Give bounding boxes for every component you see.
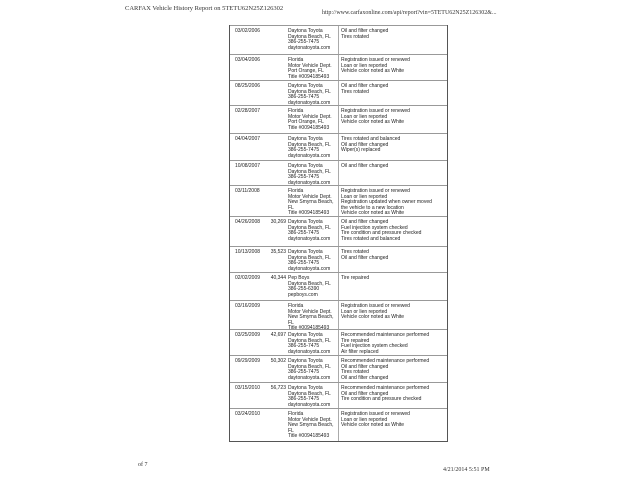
table-row xyxy=(230,105,447,134)
comment-line: Oil and filter changed xyxy=(341,390,389,397)
record-odometer: 42,697 xyxy=(270,332,286,338)
table-row xyxy=(230,80,447,106)
record-date: 03/15/2010 xyxy=(235,385,261,391)
record-date: 03/16/2009 xyxy=(235,303,261,309)
source-line: Daytona Beach, FL xyxy=(288,363,331,370)
source-line: pepboys.com xyxy=(288,291,318,298)
comment-line: Oil and filter changed xyxy=(341,163,389,169)
record-comments xyxy=(341,58,445,75)
comment-line: Fuel injection system checked xyxy=(341,343,408,350)
comment-line: Registration updated when owner moved xyxy=(341,199,432,206)
record-date: 10/08/2007 xyxy=(235,163,261,169)
record-odometer: 30,269 xyxy=(270,219,286,225)
comment-line: Registration issued or renewed xyxy=(341,303,410,309)
record-source xyxy=(288,359,338,381)
table-row xyxy=(230,382,447,409)
source-line: 386-255-7475 xyxy=(288,396,320,403)
table-row xyxy=(230,160,447,186)
source-line: Motor Vehicle Dept. xyxy=(288,193,332,200)
record-source xyxy=(288,137,338,159)
source-line: Title #0094185493 xyxy=(288,73,330,80)
comment-line: Oil and filter changed xyxy=(341,83,389,89)
source-line: Motor Vehicle Dept. xyxy=(288,416,332,423)
page-number: of 7 xyxy=(138,462,148,468)
source-line: Florida xyxy=(288,57,304,63)
record-date: 03/04/2006 xyxy=(235,57,261,63)
source-line: Daytona Toyota xyxy=(288,332,323,338)
comment-line: Tire condition and pressure checked xyxy=(341,396,422,403)
record-source xyxy=(288,164,338,186)
table-row xyxy=(230,185,447,217)
source-line: Pep Boys xyxy=(288,275,310,281)
record-comments xyxy=(341,250,445,261)
record-date: 03/24/2010 xyxy=(235,411,261,417)
record-date: 09/29/2009 xyxy=(235,358,261,364)
table-row xyxy=(230,329,447,356)
comment-line: Loan or lien reported xyxy=(341,308,388,315)
record-source xyxy=(288,386,338,408)
comment-line: Oil and filter changed xyxy=(341,254,389,261)
source-line: 386-255-7475 xyxy=(288,94,320,101)
source-line: Daytona Beach, FL xyxy=(288,141,331,148)
source-line: Daytona Beach, FL xyxy=(288,280,331,287)
record-date: 02/28/2007 xyxy=(235,108,261,114)
record-comments xyxy=(341,84,445,95)
comment-line: Oil and filter changed xyxy=(341,219,389,225)
comment-line: Loan or lien reported xyxy=(341,62,388,69)
source-line: Daytona Toyota xyxy=(288,219,323,225)
source-line: Daytona Beach, FL xyxy=(288,88,331,95)
source-line: daytonatoyota.com xyxy=(288,265,331,272)
table-row xyxy=(230,216,447,247)
comment-line: Loan or lien reported xyxy=(341,416,388,423)
source-line: 386-255-7475 xyxy=(288,230,320,237)
record-source xyxy=(288,109,338,131)
record-date: 04/04/2007 xyxy=(235,136,261,142)
source-line: FL xyxy=(288,427,294,434)
source-line: daytonatoyota.com xyxy=(288,44,331,51)
record-date: 02/02/2009 xyxy=(235,275,261,281)
record-comments xyxy=(341,164,445,170)
record-source xyxy=(288,304,338,332)
comment-line: Wiper(s) replaced xyxy=(341,147,381,154)
comment-line: Tires rotated xyxy=(341,369,369,376)
record-source xyxy=(288,189,338,217)
table-row xyxy=(230,300,447,330)
comment-line: Vehicle color noted as White xyxy=(341,422,405,429)
record-source xyxy=(288,333,338,355)
source-line: daytonatoyota.com xyxy=(288,401,331,408)
source-line: 386-255-6390 xyxy=(288,286,320,293)
comment-line: Air filter replaced xyxy=(341,348,379,355)
record-comments xyxy=(341,304,445,321)
comment-line: the vehicle to a new location xyxy=(341,204,404,211)
record-date: 03/25/2009 xyxy=(235,332,261,338)
record-source xyxy=(288,84,338,106)
comment-line: Tire repaired xyxy=(341,275,370,281)
record-comments xyxy=(341,386,445,403)
source-line: 386-255-7475 xyxy=(288,174,320,181)
record-comments xyxy=(341,29,445,40)
source-line: Daytona Toyota xyxy=(288,249,323,255)
comment-line: Tire repaired xyxy=(341,337,370,344)
comment-line: Oil and filter changed xyxy=(341,141,389,148)
record-comments xyxy=(341,359,445,381)
table-row xyxy=(230,25,447,55)
print-timestamp: 4/21/2014 5:51 PM xyxy=(443,467,490,473)
source-line: Motor Vehicle Dept. xyxy=(288,113,332,120)
comment-line: Recommended maintenance performed xyxy=(341,358,430,364)
comment-line: Oil and filter changed xyxy=(341,363,389,370)
source-line: Daytona Beach, FL xyxy=(288,254,331,261)
record-comments xyxy=(341,333,445,355)
source-line: Daytona Beach, FL xyxy=(288,224,331,231)
table-row xyxy=(230,54,447,81)
source-line: 386-255-7475 xyxy=(288,260,320,267)
table-row xyxy=(230,246,447,273)
source-line: Daytona Beach, FL xyxy=(288,337,331,344)
comment-line: Registration issued or renewed xyxy=(341,108,410,114)
source-line: Daytona Beach, FL xyxy=(288,168,331,175)
comment-line: Loan or lien reported xyxy=(341,113,388,120)
source-line: 386-255-7475 xyxy=(288,147,320,154)
comment-line: Registration issued or renewed xyxy=(341,188,410,194)
source-line: daytonatoyota.com xyxy=(288,152,331,159)
source-line: daytonatoyota.com xyxy=(288,348,331,355)
record-comments xyxy=(341,276,445,282)
record-date: 03/11/2008 xyxy=(235,188,260,194)
source-line: 386-255-7475 xyxy=(288,369,320,376)
source-line: Daytona Toyota xyxy=(288,83,323,89)
record-odometer: 56,723 xyxy=(270,385,286,391)
source-line: Port Orange, FL xyxy=(288,68,324,75)
source-line: daytonatoyota.com xyxy=(288,235,331,242)
source-line: Daytona Toyota xyxy=(288,163,323,169)
record-comments xyxy=(341,137,445,154)
source-line: Florida xyxy=(288,188,304,194)
source-line: Daytona Toyota xyxy=(288,28,323,34)
comment-line: Tires rotated xyxy=(341,249,369,255)
comment-line: Loan or lien reported xyxy=(341,193,388,200)
comment-line: Recommended maintenance performed xyxy=(341,385,430,391)
record-odometer: 50,302 xyxy=(270,358,286,364)
record-source xyxy=(288,276,338,298)
comment-line: Fuel injection system checked xyxy=(341,224,408,231)
table-row xyxy=(230,272,447,301)
source-line: New Smyrna Beach, xyxy=(288,314,334,321)
comment-line: Oil and filter changed xyxy=(341,28,389,34)
source-line: Daytona Toyota xyxy=(288,358,323,364)
source-line: daytonatoyota.com xyxy=(288,374,331,381)
source-line: Florida xyxy=(288,108,304,114)
record-date: 08/25/2006 xyxy=(235,83,261,89)
source-line: New Smyrna Beach, xyxy=(288,422,334,429)
source-line: Title #0094185493 xyxy=(288,124,330,131)
source-line: Daytona Toyota xyxy=(288,385,323,391)
source-line: FL xyxy=(288,204,294,211)
record-source xyxy=(288,220,338,242)
table-row xyxy=(230,133,447,161)
source-line: Daytona Toyota xyxy=(288,136,323,142)
source-line: Title #0094185493 xyxy=(288,433,330,440)
source-line: 386-255-7475 xyxy=(288,39,320,46)
comment-line: Tire condition and pressure checked xyxy=(341,230,422,237)
record-comments xyxy=(341,220,445,242)
record-comments xyxy=(341,412,445,429)
comment-line: Registration issued or renewed xyxy=(341,411,410,417)
source-line: FL xyxy=(288,319,294,326)
comment-line: Registration issued or renewed xyxy=(341,57,410,63)
record-source xyxy=(288,29,338,51)
source-line: Motor Vehicle Dept. xyxy=(288,308,332,315)
source-line: New Smyrna Beach, xyxy=(288,199,334,206)
source-line: Port Orange, FL xyxy=(288,119,324,126)
record-comments xyxy=(341,189,445,217)
comment-line: Vehicle color noted as White xyxy=(341,119,405,126)
comment-line: Vehicle color noted as White xyxy=(341,314,405,321)
record-comments xyxy=(341,109,445,126)
source-line: Daytona Beach, FL xyxy=(288,390,331,397)
record-source xyxy=(288,58,338,80)
comment-line: Tires rotated and balanced xyxy=(341,136,401,142)
source-line: daytonatoyota.com xyxy=(288,99,331,106)
record-date: 03/02/2006 xyxy=(235,28,261,34)
record-date: 04/26/2008 xyxy=(235,219,261,225)
record-odometer: 40,344 xyxy=(270,275,286,281)
record-odometer: 35,523 xyxy=(270,249,286,255)
source-line: 386-255-7475 xyxy=(288,343,320,350)
source-line: Motor Vehicle Dept. xyxy=(288,62,332,69)
history-table xyxy=(229,25,448,442)
record-source xyxy=(288,250,338,272)
comment-line: Tires rotated xyxy=(341,88,369,95)
comment-line: Tires rotated xyxy=(341,33,369,40)
comment-line: Vehicle color noted as White xyxy=(341,210,405,217)
source-line: Title #0094185493 xyxy=(288,325,330,332)
comment-line: Recommended maintenance performed xyxy=(341,332,430,338)
table-row xyxy=(230,355,447,383)
report-url: http://www.carfaxonline.com/api/report?vin=5TETU62N25Z126302&... xyxy=(322,10,497,16)
source-line: daytonatoyota.com xyxy=(288,179,331,186)
table-row xyxy=(230,408,447,442)
source-line: Title #0094185493 xyxy=(288,210,330,217)
comment-line: Vehicle color noted as White xyxy=(341,68,405,75)
source-line: Florida xyxy=(288,303,304,309)
source-line: Daytona Beach, FL xyxy=(288,33,331,40)
report-title: CARFAX Vehicle History Report on 5TETU62N25Z126302 xyxy=(125,5,284,12)
record-date: 10/13/2008 xyxy=(235,249,261,255)
comment-line: Tires rotated and balanced xyxy=(341,235,401,242)
record-source xyxy=(288,412,338,440)
source-line: Florida xyxy=(288,411,304,417)
comment-line: Oil and filter changed xyxy=(341,374,389,381)
